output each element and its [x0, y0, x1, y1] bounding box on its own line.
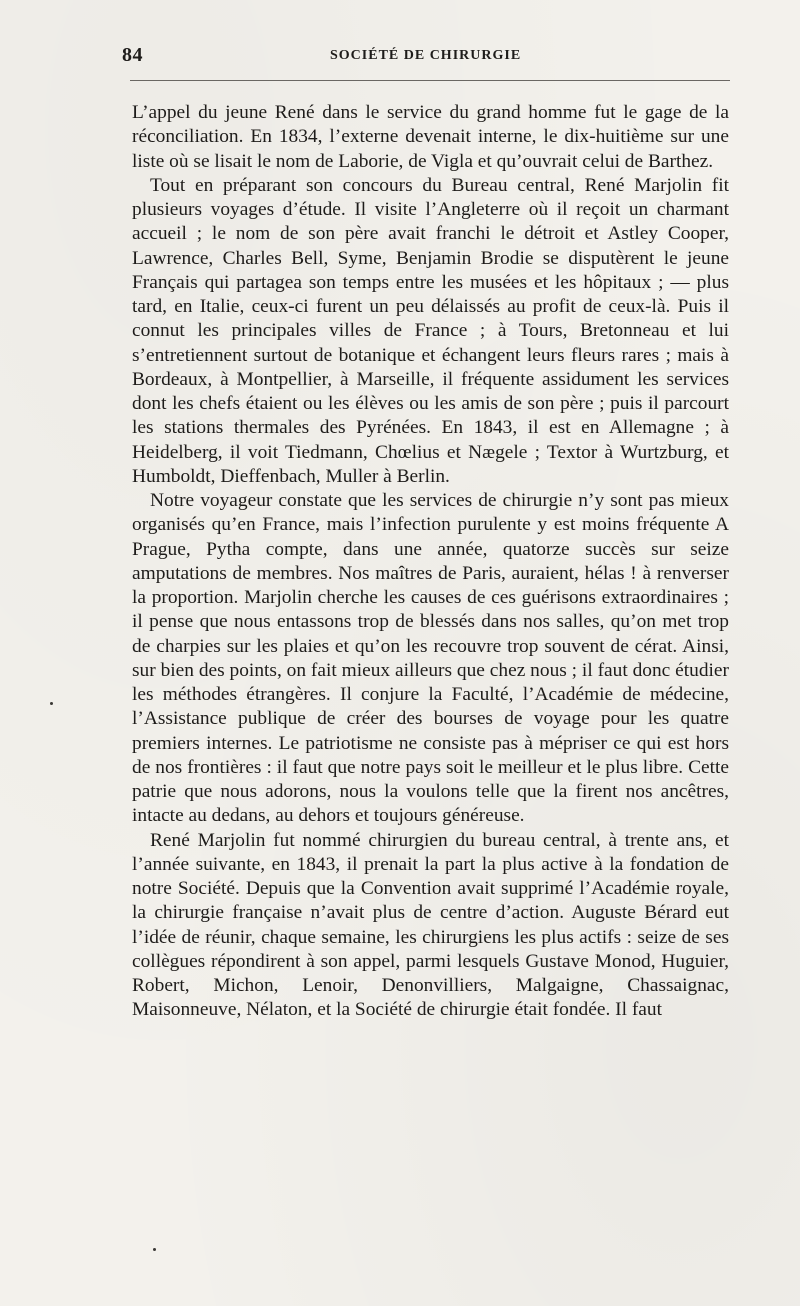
body-text [132, 101, 729, 1023]
ink-speck [50, 702, 53, 705]
paragraph: Tout en préparant son concours du Bureau central, René Marjolin fit plusieurs voyages d’étude. Il visite l’Angleterre où il reçoit un charmant accueil ; le nom de son père avait franchi le détroit et Astley Cooper, Lawrence, Charles Bell, Syme, Benjamin Brodie se disputèrent le jeune Français qui partagea son temps entre les musées et les hôpitaux ; — plus tard, en Italie, ceux-ci furent un peu délaissés au profit de ceux-là. Puis il connut les principales villes de France ; à Tours, Bretonneau et lui s’entretiennent surtout de botanique et échangent leurs fleurs rares ; mais à Bordeaux, à Montpellier, à Marseille, il fréquente assidument les services dont les chefs étaient ou les élèves ou les amis de son père ; puis il parcourt les stations thermales des Pyrénées. En 1843, il est en Allemagne ; à Heidelberg, il voit Tiedmann, Chœlius et Nægele ; Textor à Wurtzburg, et Humboldt, Dieffenbach, Muller à Berlin. [132, 174, 729, 487]
paragraph: Notre voyageur constate que les services de chirurgie n’y sont pas mieux organisés qu’en France, mais l’infection purulente y est moins fréquente A Prague, Pytha compte, dans une année, quatorze succès sur seize amputations de membres. Nos maîtres de Paris, auraient, hélas ! à renverser la proportion. Marjolin cherche les causes de ces guérisons extraordinaires ; il pense que nous entassons trop de blessés dans nos salles, qu’on met trop de charpies sur les plaies et qu’on les recouvre trop souvent de cérat. Ainsi, sur bien des points, on fait mieux ailleurs que chez nous ; il faut donc étudier les méthodes étrangères. Il conjure la Faculté, l’Académie de médecine, l’Assistance publique de créer des bourses de voyage pour les quatre premiers internes. Le patriotisme ne consiste pas à mépriser ce qui est hors de nos frontières : il faut que notre pays soit le meilleur et le plus libre. Cette patrie que nous adorons, nous la voulons telle que la firent nos ancêtres, intacte au dedans, au dehors et toujours généreuse. [132, 490, 729, 827]
page-header [122, 44, 730, 72]
ink-speck [153, 1248, 156, 1251]
header-rule [130, 80, 730, 81]
page-number: 84 [122, 44, 143, 66]
paragraph: René Marjolin fut nommé chirurgien du bureau central, à trente ans, et l’année suivante, en 1843, il prenait la part la plus active à la fondation de notre Société. Depuis que la Convention avait supprimé l’Académie royale, la chirurgie française n’avait plus de centre d’action. Auguste Bérard eut l’idée de réunir, chaque semaine, les chirurgiens les plus actifs : seize de ses collègues répondirent à son appel, parmi lesquels Gustave Monod, Huguier, Robert, Michon, Lenoir, Denonvilliers, Malgaigne, Chassaignac, Maisonneuve, Nélaton, et la Société de chirurgie était fondée. Il faut [132, 829, 729, 1021]
running-title: SOCIÉTÉ DE CHIRURGIE [330, 48, 522, 63]
paragraph: L’appel du jeune René dans le service du grand homme fut le gage de la réconciliation. En 1834, l’externe devenait interne, le dix-huitième sur une liste où se lisait le nom de Laborie, de Vigla et qu’ouvrait celui de Barthez. [132, 102, 729, 172]
